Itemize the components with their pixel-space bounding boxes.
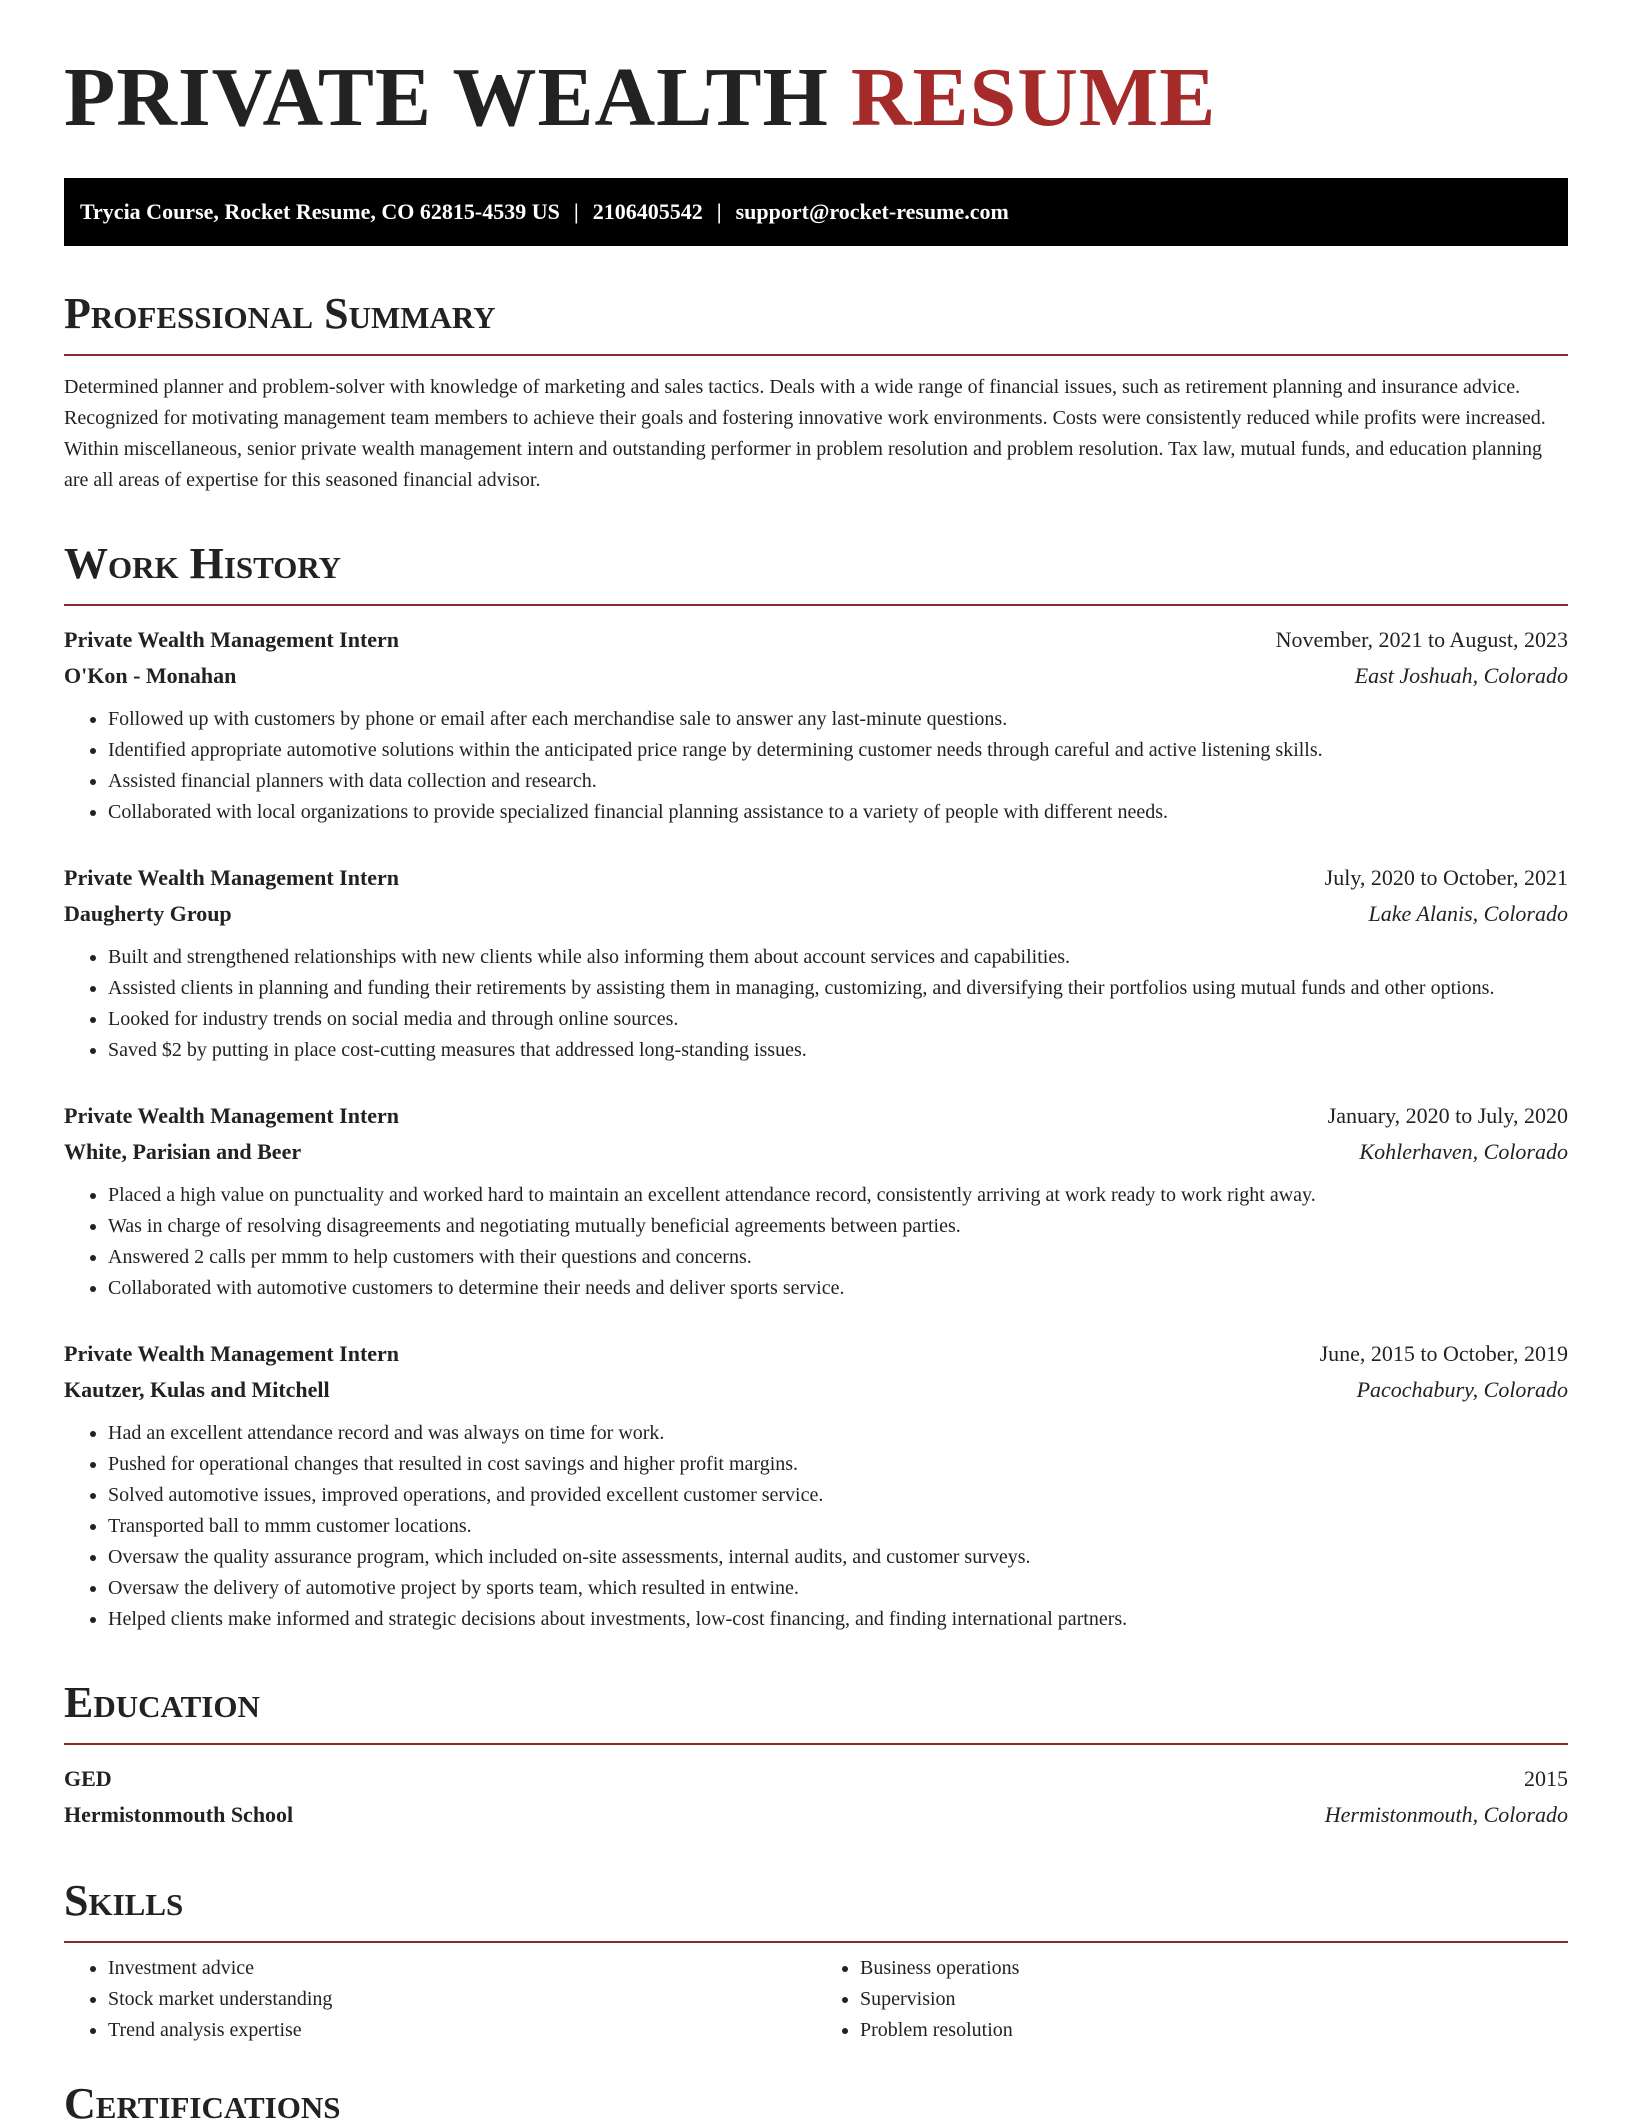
section-divider <box>64 1743 1568 1745</box>
skill-item: • Business operations <box>860 1953 1568 1984</box>
job-entry <box>64 860 1568 1066</box>
job-company: Kautzer, Kulas and Mitchell <box>64 1377 330 1402</box>
summary-heading: Professional Summary <box>64 289 496 338</box>
job-company: White, Parisian and Beer <box>64 1139 302 1164</box>
job-bullet: • Oversaw the delivery of automotive project by sports team, which resulted in entwine. <box>108 1573 1568 1604</box>
job-location: Lake Alanis, Colorado <box>1368 901 1568 926</box>
section-divider <box>64 604 1568 606</box>
title-accent: RESUME <box>850 51 1217 144</box>
section-divider <box>64 354 1568 356</box>
skills-heading: Skills <box>64 1876 184 1925</box>
job-location: East Joshuah, Colorado <box>1354 663 1568 688</box>
job-bullet: • Oversaw the quality assurance program, which included on-site assessments, internal audits, and customer surveys. <box>108 1542 1568 1573</box>
job-bullet: • Looked for industry trends on social media and through online sources. <box>108 1004 1568 1035</box>
job-bullet: • Answered 2 calls per mmm to help customers with their questions and concerns. <box>108 1242 1568 1273</box>
skill-item: • Trend analysis expertise <box>108 2015 816 2046</box>
job-bullet: • Assisted clients in planning and funding their retirements by assisting them in managing, customizing, and diversifying their portfolios using mutual funds and other options. <box>108 973 1568 1004</box>
job-bullets <box>64 704 1568 828</box>
education-school: Hermistonmouth School <box>64 1802 294 1827</box>
job-bullet: • Pushed for operational changes that resulted in cost savings and higher profit margins. <box>108 1449 1568 1480</box>
contact-separator: | <box>573 199 579 224</box>
job-title: Private Wealth Management Intern <box>64 627 400 652</box>
summary-text: Determined planner and problem-solver with knowledge of marketing and sales tactics. Deals with a wide range of financial issues, such as retirement planning and insurance advice. Recognized for motivating management team members to achieve their goals and fostering innovative work environments. Costs were consistently reduced while profits were increased. Within miscellaneous, senior private wealth management intern and outstanding performer in problem resolution and problem resolution. Tax law, mutual funds, and education planning are all areas of expertise for this seasoned financial advisor. <box>64 376 1546 491</box>
job-title: Private Wealth Management Intern <box>64 1341 400 1366</box>
contact-address: Trycia Course, Rocket Resume, CO 62815-4539 US <box>80 199 560 224</box>
job-bullet: • Identified appropriate automotive solutions within the anticipated price range by determining customer needs through careful and active listening skills. <box>108 735 1568 766</box>
job-bullet: • Helped clients make informed and strategic decisions about investments, low-cost financing, and finding international partners. <box>108 1604 1568 1635</box>
contact-separator: | <box>716 199 722 224</box>
job-company: Daugherty Group <box>64 901 232 926</box>
title-main: PRIVATE WEALTH <box>64 51 829 144</box>
job-bullets <box>64 1180 1568 1304</box>
job-bullet: • Collaborated with automotive customers to determine their needs and deliver sports service. <box>108 1273 1568 1304</box>
resume-title <box>64 51 1568 144</box>
skill-item: • Supervision <box>860 1984 1568 2015</box>
job-bullets <box>64 1418 1568 1635</box>
job-bullet: • Saved $2 by putting in place cost-cutting measures that addressed long-standing issues. <box>108 1035 1568 1066</box>
education-year: 2015 <box>1524 1766 1568 1791</box>
job-bullet: • Was in charge of resolving disagreements and negotiating mutually beneficial agreements between parties. <box>108 1211 1568 1242</box>
job-entry <box>64 622 1568 828</box>
job-dates: June, 2015 to October, 2019 <box>1319 1341 1568 1366</box>
job-bullet: • Assisted financial planners with data collection and research. <box>108 766 1568 797</box>
job-dates: January, 2020 to July, 2020 <box>1327 1103 1568 1128</box>
contact-bar <box>64 178 1568 246</box>
job-dates: July, 2020 to October, 2021 <box>1324 865 1568 890</box>
job-entry <box>64 1098 1568 1304</box>
skills-column-left <box>64 1953 816 2046</box>
education-location: Hermistonmouth, Colorado <box>1324 1802 1568 1827</box>
job-bullet: • Placed a high value on punctuality and worked hard to maintain an excellent attendance record, consistently arriving at work ready to work right away. <box>108 1180 1568 1211</box>
work-history-list <box>64 622 1568 1635</box>
job-dates: November, 2021 to August, 2023 <box>1275 627 1568 652</box>
job-company: O'Kon - Monahan <box>64 663 237 688</box>
skill-item: • Problem resolution <box>860 2015 1568 2046</box>
skills-grid <box>64 1953 1568 2046</box>
job-title: Private Wealth Management Intern <box>64 865 400 890</box>
job-bullet: • Built and strengthened relationships with new clients while also informing them about account services and capabilities. <box>108 942 1568 973</box>
job-bullet: • Had an excellent attendance record and was always on time for work. <box>108 1418 1568 1449</box>
education-heading: Education <box>64 1678 260 1727</box>
contact-phone: 2106405542 <box>592 199 703 224</box>
job-bullet: • Solved automotive issues, improved operations, and provided excellent customer service. <box>108 1480 1568 1511</box>
contact-email: support@rocket-resume.com <box>735 199 1009 224</box>
education-degree: GED <box>64 1766 112 1791</box>
skill-item: • Investment advice <box>108 1953 816 1984</box>
certifications-heading: Certifications <box>64 2079 341 2128</box>
skills-column-right <box>816 1953 1568 2046</box>
job-entry <box>64 1336 1568 1635</box>
job-bullet: • Collaborated with local organizations to provide specialized financial planning assistance to a variety of people with different needs. <box>108 797 1568 828</box>
work-history-heading: Work History <box>64 539 342 588</box>
job-bullets <box>64 942 1568 1066</box>
job-location: Kohlerhaven, Colorado <box>1359 1139 1568 1164</box>
section-divider <box>64 1941 1568 1943</box>
job-title: Private Wealth Management Intern <box>64 1103 400 1128</box>
skill-item: • Stock market understanding <box>108 1984 816 2015</box>
job-bullet: • Transported ball to mmm customer locations. <box>108 1511 1568 1542</box>
education-entry <box>64 1761 1568 1833</box>
job-location: Pacochabury, Colorado <box>1356 1377 1568 1402</box>
job-bullet: • Followed up with customers by phone or email after each merchandise sale to answer any last-minute questions. <box>108 704 1568 735</box>
